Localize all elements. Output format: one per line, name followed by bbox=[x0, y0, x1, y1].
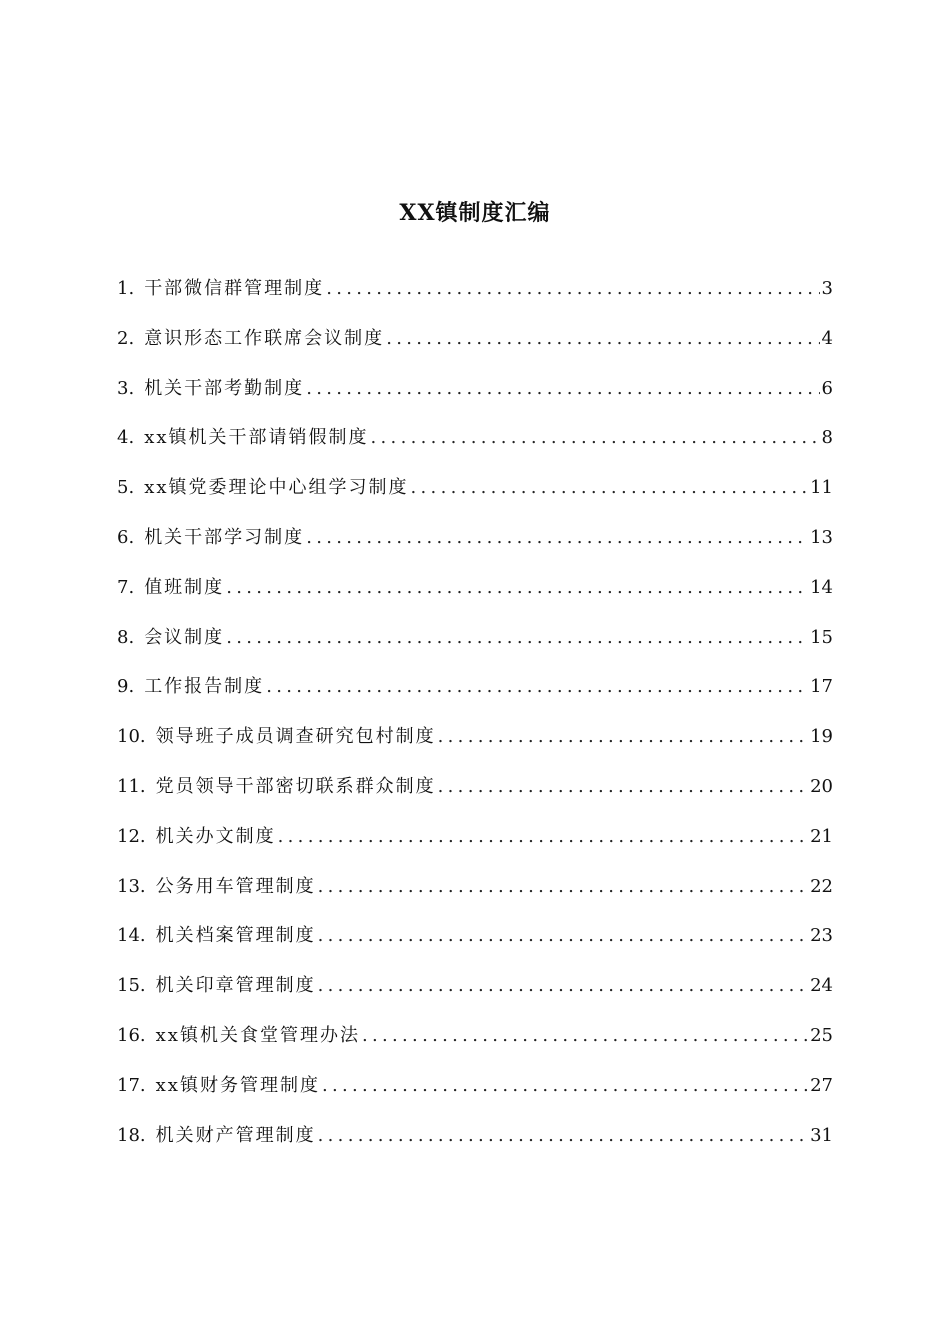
toc-entry-number: 9. bbox=[117, 676, 135, 698]
toc-dot-leader bbox=[362, 1018, 808, 1054]
toc-entry[interactable] bbox=[117, 918, 833, 968]
toc-entry-title: 党员领导干部密切联系群众制度 bbox=[155, 775, 436, 797]
toc-entry-title: xx镇机关食堂管理办法 bbox=[155, 1024, 360, 1046]
toc-entry-title: 机关财产管理制度 bbox=[155, 1124, 316, 1146]
toc-entry-number: 3. bbox=[117, 377, 135, 399]
toc-entry-title: 机关印章管理制度 bbox=[155, 975, 316, 997]
toc-entry-title: xx镇机关干部请销假制度 bbox=[144, 427, 369, 449]
toc-entry[interactable] bbox=[117, 1018, 833, 1068]
document-title: XX镇制度汇编 bbox=[399, 200, 551, 226]
toc-entry-number: 2. bbox=[117, 327, 135, 349]
toc-entry[interactable] bbox=[117, 470, 833, 520]
toc-entry-title: 值班制度 bbox=[144, 576, 225, 598]
toc-entry[interactable] bbox=[117, 371, 833, 421]
toc-entry-page-number: 4 bbox=[821, 327, 833, 349]
toc-entry[interactable] bbox=[117, 620, 833, 670]
toc-dot-leader bbox=[322, 1068, 808, 1104]
toc-entry-page-number: 3 bbox=[821, 278, 833, 299]
toc-dot-leader bbox=[318, 968, 808, 1004]
toc-entry-number: 6. bbox=[117, 526, 135, 548]
toc-entry-number: 5. bbox=[117, 477, 135, 499]
toc-entry-title: 工作报告制度 bbox=[144, 676, 265, 698]
toc-entry-page-number: 6 bbox=[821, 377, 833, 399]
toc-dot-leader bbox=[226, 570, 808, 606]
toc-entry[interactable] bbox=[117, 769, 833, 819]
toc-entry-number: 15. bbox=[117, 975, 146, 997]
toc-entry-page-number: 23 bbox=[810, 925, 833, 947]
toc-entry[interactable] bbox=[117, 520, 833, 570]
toc-dot-leader bbox=[318, 869, 808, 905]
toc-entry-page-number: 11 bbox=[810, 477, 833, 499]
toc-entry-number: 13. bbox=[117, 875, 146, 897]
toc-entry[interactable] bbox=[117, 869, 833, 919]
toc-entry-title: 机关干部学习制度 bbox=[144, 526, 305, 548]
toc-entry-number: 12. bbox=[117, 825, 146, 847]
toc-entry-page-number: 31 bbox=[810, 1124, 833, 1146]
toc-entry-title: 会议制度 bbox=[144, 626, 225, 648]
toc-entry[interactable] bbox=[117, 819, 833, 869]
toc-entry[interactable] bbox=[117, 420, 833, 470]
toc-entry-number: 16. bbox=[117, 1024, 146, 1046]
toc-entry-number: 17. bbox=[117, 1074, 146, 1096]
toc-entry-page-number: 13 bbox=[810, 526, 833, 548]
toc-entry-title: 干部微信群管理制度 bbox=[144, 278, 325, 299]
toc-entry-title: xx镇财务管理制度 bbox=[155, 1074, 320, 1096]
toc-dot-leader bbox=[438, 769, 808, 805]
toc-dot-leader bbox=[411, 470, 809, 506]
toc-entry-title: 领导班子成员调查研究包村制度 bbox=[155, 726, 436, 748]
toc-entry-title: 机关干部考勤制度 bbox=[144, 377, 305, 399]
toc-entry-number: 8. bbox=[117, 626, 135, 648]
toc-entry-page-number: 15 bbox=[810, 626, 833, 648]
toc-entry-title: 机关档案管理制度 bbox=[155, 925, 316, 947]
toc-dot-leader bbox=[386, 321, 819, 357]
toc-dot-leader bbox=[306, 371, 819, 407]
toc-dot-leader bbox=[306, 520, 808, 556]
toc-entry-page-number: 19 bbox=[810, 726, 833, 748]
toc-dot-leader bbox=[371, 420, 820, 456]
toc-entry[interactable] bbox=[117, 321, 833, 371]
toc-entry[interactable] bbox=[117, 570, 833, 620]
table-of-contents bbox=[117, 271, 833, 1167]
toc-entry-title: 公务用车管理制度 bbox=[155, 875, 316, 897]
toc-entry-page-number: 22 bbox=[810, 875, 833, 897]
toc-entry-number: 4. bbox=[117, 427, 135, 449]
toc-entry-title: 意识形态工作联席会议制度 bbox=[144, 327, 385, 349]
toc-dot-leader bbox=[278, 819, 808, 855]
toc-entry-page-number: 25 bbox=[810, 1024, 833, 1046]
toc-dot-leader bbox=[318, 1118, 808, 1154]
toc-entry[interactable] bbox=[117, 719, 833, 769]
toc-entry-page-number: 20 bbox=[810, 775, 833, 797]
toc-entry-number: 7. bbox=[117, 576, 135, 598]
toc-entry-number: 14. bbox=[117, 925, 146, 947]
toc-entry[interactable] bbox=[117, 968, 833, 1018]
toc-entry[interactable] bbox=[117, 669, 833, 719]
toc-entry-number: 11. bbox=[117, 775, 146, 797]
toc-entry-number: 1. bbox=[117, 278, 135, 299]
toc-entry-title: xx镇党委理论中心组学习制度 bbox=[144, 477, 409, 499]
toc-entry-number: 18. bbox=[117, 1124, 146, 1146]
toc-entry-title: 机关办文制度 bbox=[155, 825, 276, 847]
toc-dot-leader bbox=[318, 918, 808, 954]
toc-dot-leader bbox=[226, 620, 808, 656]
toc-entry[interactable] bbox=[117, 1068, 833, 1118]
toc-entry-page-number: 17 bbox=[810, 676, 833, 698]
toc-dot-leader bbox=[326, 271, 819, 307]
toc-dot-leader bbox=[266, 669, 808, 705]
toc-entry[interactable] bbox=[117, 1118, 833, 1168]
toc-entry-page-number: 8 bbox=[821, 427, 833, 449]
toc-entry-page-number: 14 bbox=[810, 576, 833, 598]
toc-entry-page-number: 24 bbox=[810, 975, 833, 997]
toc-entry-page-number: 21 bbox=[810, 825, 833, 847]
toc-entry[interactable] bbox=[117, 271, 833, 321]
toc-entry-page-number: 27 bbox=[810, 1074, 833, 1096]
toc-entry-number: 10. bbox=[117, 726, 146, 748]
toc-dot-leader bbox=[438, 719, 808, 755]
